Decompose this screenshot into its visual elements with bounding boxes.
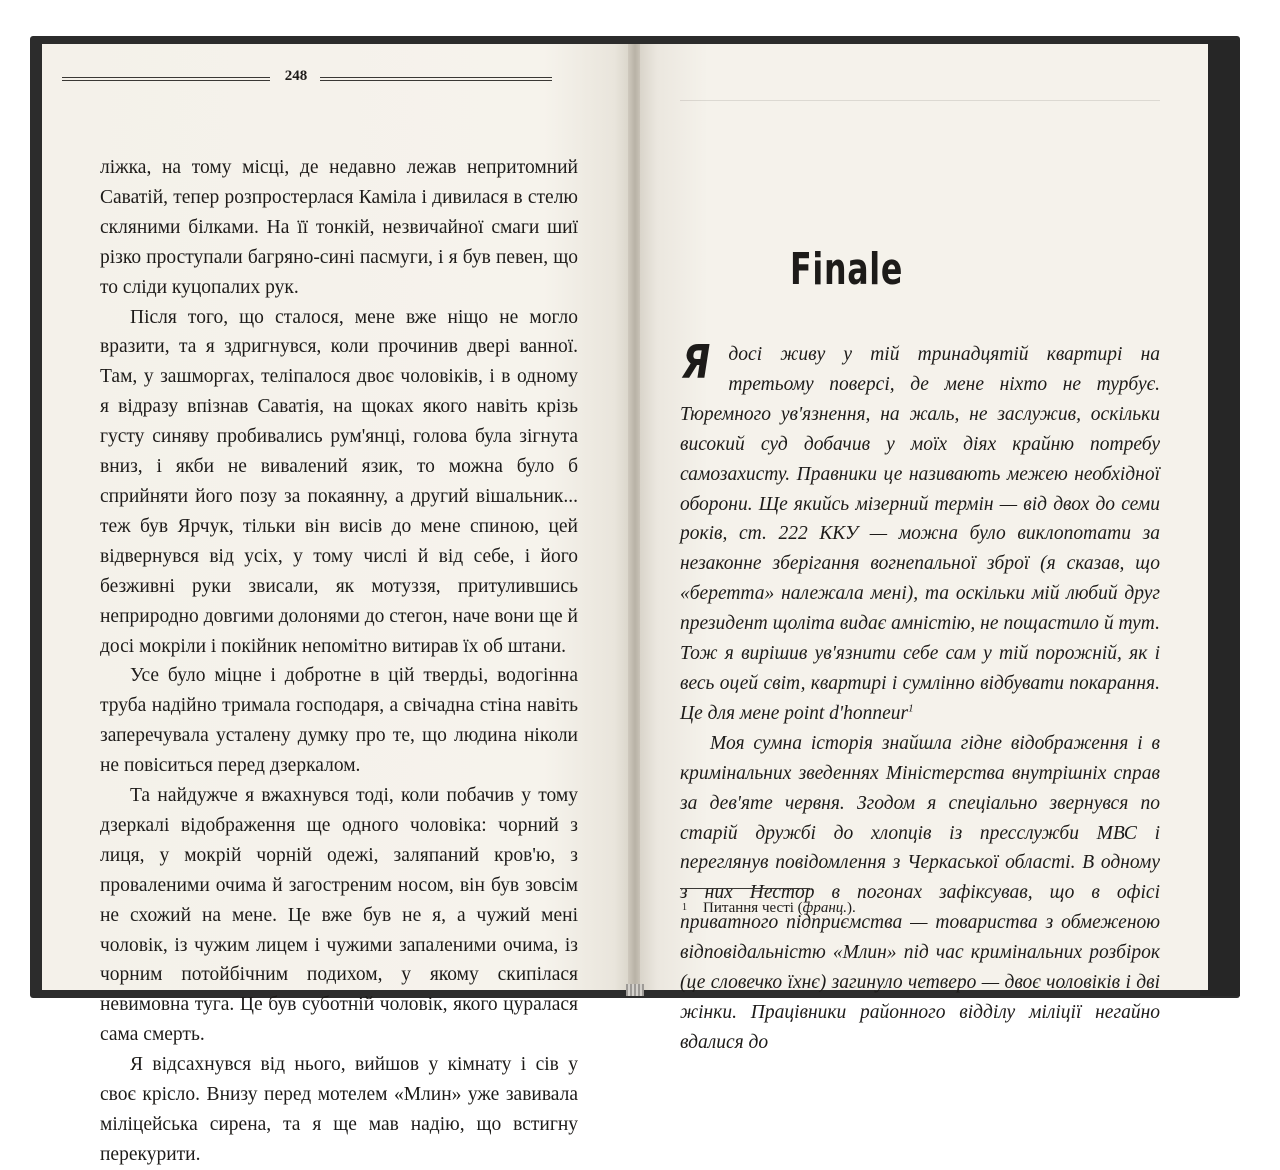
drop-cap: Я [682,335,710,389]
text-line: цівники районного відділу міліції негайно вдалися до [680,1001,1160,1053]
bookmark-ribbon [626,984,644,996]
text-line: Саватій, тепер розпростерлася Каміла і дивилася в сте [100,186,554,208]
text-line: мозахисту. Правники це називають межею необхід [697,463,1136,485]
text-line: віть заперечувала усталену думку про те, що людина [100,695,578,747]
paragraph [100,153,578,303]
text-line: вивала міліцейська сирена, та я ще мав надію, що [100,1084,578,1135]
text-line: семи років, ст. 222 ККУ — можна було виклопотати за [680,493,1160,545]
text-line: труба надійно тримала господаря, а свічадна стіна на [100,695,546,717]
text-line: Моя сумна історія знайшла гідне відображення і в кри [680,732,1160,784]
right-page-text [680,335,1160,1058]
text-line: і весь оцей світ, квартирі і сумлінно відбувати покаран [680,643,1160,694]
footnote-text-italic: франц. [802,900,848,916]
text-line: «беретта» належала мені), та оскільки мій любий друг [680,583,1160,605]
paragraph [680,335,1160,729]
text-line: Тож я вирішив ув'язнити себе сам у тій порожній, як [680,643,1155,665]
text-line: синяву пробивались рум'янці, голова була зігнута вниз, [100,426,579,478]
paragraph [100,781,578,1050]
text-line: рій дружбі до хлопців із пресслужби МВС і переглянув [680,822,1160,874]
show-through-running-head [680,100,1160,115]
text-line: їхнє) загинуло четверо — двоє чоловіків і дві жінки. Пра [680,972,1160,1023]
text-line: лю скляними білками. На її тонкій, незвичайної смаги [100,186,578,238]
text-line: кійник непомітно витирав їх об штани. [241,635,567,657]
running-head-rule-right [320,80,552,81]
text-line: ця, у мокрій чорній одежі, заляпаний кров'ю, з провале [100,844,578,896]
footnote-mark: 1 [682,902,687,913]
text-line: високий суд добачив у моїх діях крайню потребу са [680,433,1160,485]
text-line: звисали, як мотуззя, притулившись неприродно довги [100,575,578,627]
text-line: і якби не вивалений язик, то можна було б сприйняти [100,456,578,507]
text-line: дзеркалі відображення ще одного чоловіка: чорний з ли [100,814,578,866]
text-line: шиї різко проступали багряно-сині пасмуги, і я був пе [100,216,578,268]
text-line: зити, та я здригнувся, коли прочинив двері ванної. Там, [100,336,578,388]
text-line: мінальних зведеннях Міністерства внутрішніх справ за [680,762,1160,814]
running-head-rule-left [62,80,270,81]
footnote-text-end: ). [847,900,856,916]
left-page-text [100,153,578,1170]
text-line: вен, що то сліди куцопалих рук. [100,246,578,298]
running-head-rule-left [62,77,270,78]
text-line: ня. Це для мене point d'honneur [680,672,1160,724]
text-line: чук, тільки він висів до мене спиною, цей відвернувся [100,515,578,567]
running-head-rule-right [320,77,552,78]
text-line: його позу за покаянну, а другий вішальник... теж був Яр [100,485,578,537]
text-line: разу впізнав Саватія, на щоках якого навіть крізь густу [100,396,578,448]
paragraph [100,661,578,781]
text-line: у своє крісло. Внизу перед мотелем «Млин» уже за [100,1054,578,1106]
text-line: тирі на третьому поверсі, де мене ніхто не турбує. [728,344,1160,395]
text-line: дев'яте червня. Згодом я спеціально звернувся по ста [680,792,1160,844]
text-line: тойбічним подихом, у якому скипілася невимовна ту [100,964,578,1016]
text-line: від усіх, у тому числі й від себе, і його безживні руки [100,545,578,597]
footnote-rule [680,888,810,889]
text-line: стор в погонах зафіксував, що в офісі приватного під [680,882,1160,934]
running-head [62,66,552,90]
paragraph [100,303,578,662]
footnote-reference: 1 [908,702,914,715]
text-line: у зашморгах, теліпалося двоє чоловіків, і в одному я від [100,366,579,418]
text-line: повідомлення з Черкаської області. В одному з них Не [680,852,1160,904]
text-line: Я відсахнувся від нього, вийшов у кімнату і сів [130,1054,569,1076]
text-line: чужим лицем і чужими запаленими очима, із чорним по [100,934,578,986]
page-number: 248 [284,68,308,84]
text-line: незаконне зберігання вогнепальної зброї (я сказав, що [680,553,1160,575]
text-line: приємства — товариства з обмеженою відповідальніс [680,912,1160,964]
paragraph [680,729,1160,1058]
text-line: досі живу у тій тринадцятій квар [728,344,1084,365]
text-line: Після того, що сталося, мене вже ніщо не могло вра [100,306,578,358]
text-line: встигну перекурити. [100,1114,578,1165]
paragraph [100,1050,578,1170]
text-line: ми долонями до стегон, наче вони ще й досі мокріли і по [100,605,578,657]
text-line: Усе було міцне і добротне в цій твердьі, водогінна [130,665,578,687]
text-line: тю «Млин» під час кримінальних розбірок (це словечко [680,942,1160,994]
text-line: ними очима й загостреним носом, він був зовсім не схо [100,874,578,926]
footnote [682,898,1152,918]
text-line: га. Це був суботній чоловік, якого цуралася сама смерть. [100,994,578,1046]
chapter-title: Finale [790,244,904,295]
text-line: ліжка, на тому місці, де недавно лежав непритомний [100,157,578,178]
text-line: Та найдужче я вжахнувся тоді, коли побачив у тому [130,785,578,807]
text-line: жий на мене. Це вже був не я, а чужий мені чоловік, із [100,904,578,956]
footnote-text: Питання честі ( [703,900,803,916]
text-line: ніколи не повіситься перед дзеркалом. [100,725,578,777]
text-line: Тюремного ув'язнення, на жаль, не заслужив, оскільки [680,403,1160,425]
text-line: ної оборони. Ще якийсь мізерний термін — від двох до [680,463,1160,515]
text-line: президент щоліта видає амністію, не пощастило й тут. [680,613,1160,635]
